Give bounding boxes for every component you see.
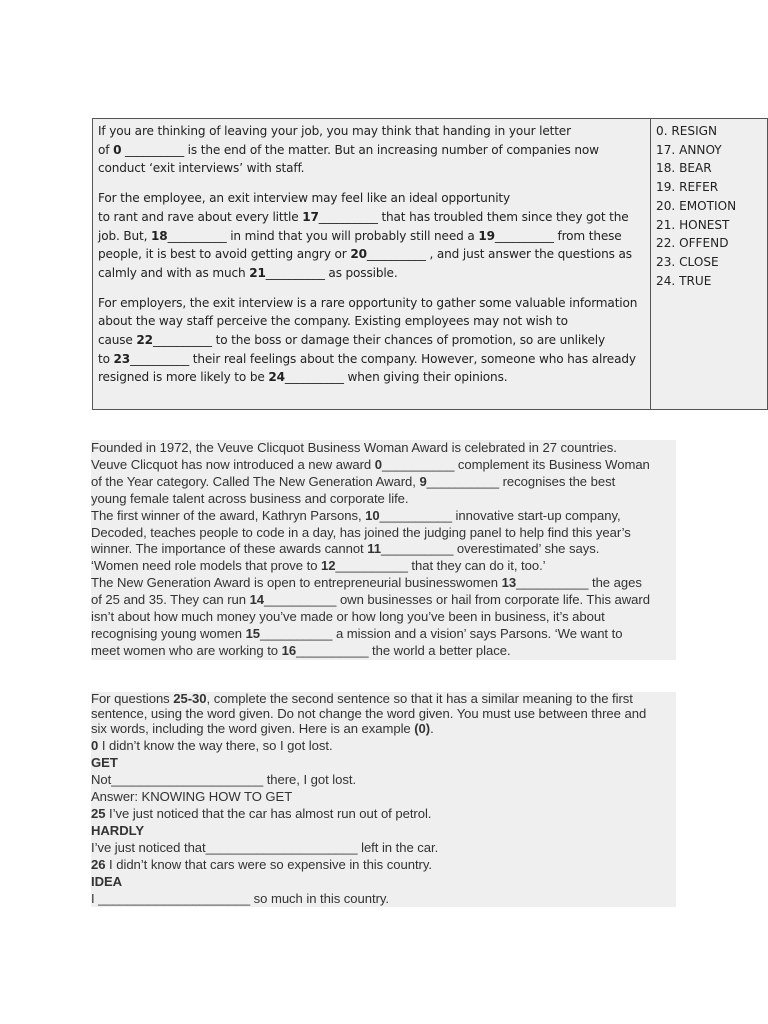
passage-paragraph xyxy=(98,294,645,388)
question-number: 13 xyxy=(501,575,517,591)
question-number: 11 xyxy=(367,541,381,557)
stem-word: 21. HONEST xyxy=(656,217,730,232)
text-run: cause xyxy=(98,333,137,348)
text-run: calmly and with as much xyxy=(98,265,250,280)
text-run: meet women who are working to xyxy=(91,642,282,658)
exercise-line xyxy=(91,874,676,891)
question-number: 17 xyxy=(302,209,319,224)
question-number: 18 xyxy=(151,228,168,243)
question-number: GET xyxy=(91,755,118,771)
question-number: IDEA xyxy=(91,873,123,889)
exercise-line xyxy=(91,840,676,857)
text-run: __________ innovative start-up company, xyxy=(379,507,621,523)
word-formation-table xyxy=(92,118,768,410)
passage-line xyxy=(91,643,676,660)
text-run: The first winner of the award, Kathryn Parsons, xyxy=(91,507,366,523)
question-number: 25 xyxy=(91,806,106,822)
question-number: 20 xyxy=(350,247,367,262)
text-run: to xyxy=(98,351,114,366)
exercise-line xyxy=(91,806,676,823)
text-run: young female talent across business and corporate life. xyxy=(91,490,409,506)
text-run: ‘Women need role models that prove to xyxy=(91,558,322,574)
question-number: 22 xyxy=(136,333,153,348)
passage-line xyxy=(91,525,676,542)
text-run: __________ own businesses or hail from corporate life. This award xyxy=(264,592,650,608)
text-run: __________ as possible. xyxy=(265,265,398,280)
passage-line xyxy=(91,474,676,491)
question-number: 14 xyxy=(249,592,265,608)
text-run: __________ complement its Business Woman xyxy=(382,456,650,472)
question-number: (0) xyxy=(414,720,431,736)
passage-line xyxy=(91,626,676,643)
key-word-transformation-section xyxy=(91,692,676,907)
text-run: about the way staff perceive the company. Existing employees may not wish to xyxy=(98,314,568,329)
exercise-line xyxy=(91,772,676,789)
stem-word: 20. EMOTION xyxy=(656,198,737,213)
text-run: six words, including the word given. Here is an example xyxy=(91,720,415,736)
word-formation-word-list xyxy=(651,119,767,409)
passage-line xyxy=(91,575,676,592)
question-number: HARDLY xyxy=(91,822,145,838)
passage-line xyxy=(91,609,676,626)
text-run: isn’t about how much money you’ve made or how long you’ve been in business, it’s about xyxy=(91,609,605,625)
text-run: __________ the ages xyxy=(516,575,642,591)
word-formation-text xyxy=(93,119,651,409)
text-run: For questions xyxy=(91,691,174,706)
text-run: __________ overestimated’ she says. xyxy=(380,541,600,557)
text-run: winner. The importance of these awards cannot xyxy=(91,541,368,557)
text-run: __________ is the end of the matter. But an increasing number of companies now xyxy=(121,142,599,157)
text-run: . xyxy=(430,720,434,736)
stem-word: 22. OFFEND xyxy=(656,236,729,251)
text-run: Answer: KNOWING HOW TO GET xyxy=(91,789,293,805)
text-run: Founded in 1972, the Veuve Clicquot Business Woman Award is celebrated in 27 countries. xyxy=(91,440,617,455)
text-run: I didn’t know that cars were so expensive in this country. xyxy=(105,856,432,872)
text-run: of xyxy=(98,142,114,157)
question-number: 21 xyxy=(249,265,266,280)
text-run: __________ when giving their opinions. xyxy=(284,370,508,385)
text-run: Not_____________________ there, I got lost. xyxy=(91,772,357,788)
question-number: 24 xyxy=(268,370,285,385)
exercise-line xyxy=(91,755,676,772)
text-run: , complete the second sentence so that it has a similar meaning to the first xyxy=(206,691,633,706)
text-run: __________ , and just answer the questions as xyxy=(366,247,632,262)
stem-word: 0. RESIGN xyxy=(656,124,718,138)
text-run: I didn’t know the way there, so I got lost. xyxy=(98,738,333,754)
text-run: For the employee, an exit interview may feel like an ideal opportunity xyxy=(98,191,511,206)
stem-word: 23. CLOSE xyxy=(656,254,719,269)
passage-paragraph xyxy=(98,189,645,283)
text-run: For employers, the exit interview is a rare opportunity to gather some valuable information xyxy=(98,295,638,310)
text-run: I’ve just noticed that the car has almost run out of petrol. xyxy=(105,806,432,822)
instructions xyxy=(91,692,676,736)
text-run: conduct ‘exit interviews’ with staff. xyxy=(98,161,305,176)
exercise-line xyxy=(91,857,676,874)
question-number: 15 xyxy=(245,625,261,641)
passage-line xyxy=(91,541,676,558)
passage-line xyxy=(91,491,676,508)
text-run: __________ recognises the best xyxy=(426,473,616,489)
stem-word: 18. BEAR xyxy=(656,161,712,176)
text-run: to rant and rave about every little xyxy=(98,209,303,224)
passage-line xyxy=(91,457,676,474)
open-cloze-passage xyxy=(91,440,676,660)
text-run: Veuve Clicquot has now introduced a new award xyxy=(91,456,375,472)
passage-line xyxy=(91,440,676,457)
text-run: If you are thinking of leaving your job, you may think that handing in your letter xyxy=(98,124,571,138)
passage-line xyxy=(91,508,676,525)
text-run: __________ to the boss or damage their chances of promotion, so are unlikely xyxy=(152,333,606,348)
text-run: I _____________________ so much in this country. xyxy=(91,890,390,906)
passage-paragraph xyxy=(98,122,645,178)
question-number: 23 xyxy=(113,351,131,366)
text-run: I’ve just noticed that_____________________ left in the car. xyxy=(91,839,439,855)
text-run: Decoded, teaches people to code in a day, has joined the judging panel to help find this year’s xyxy=(91,524,631,540)
text-run: recognising young women xyxy=(91,625,246,641)
text-run: __________ that they can do it, too.’ xyxy=(335,558,546,574)
text-run: job. But, xyxy=(98,228,152,243)
question-number: 12 xyxy=(321,558,336,574)
passage-line xyxy=(91,558,676,575)
exercise-line xyxy=(91,738,676,755)
question-number: 26 xyxy=(91,856,106,872)
text-run: resigned is more likely to be xyxy=(98,370,269,385)
stem-word: 19. REFER xyxy=(656,180,719,195)
exercise-line xyxy=(91,789,676,806)
text-run: __________ in mind that you will probably still need a xyxy=(167,228,479,243)
text-run: sentence, using the word given. Do not change the word given. You must use between three and xyxy=(91,705,647,721)
question-number: 19 xyxy=(478,228,495,243)
question-number: 10 xyxy=(365,507,380,523)
text-run: of the Year category. Called The New Generation Award, xyxy=(91,473,420,489)
text-run: people, it is best to avoid getting angry or xyxy=(98,247,351,262)
question-number: 16 xyxy=(281,642,297,658)
text-run: __________ their real feelings about the company. However, someone who has already xyxy=(130,351,636,366)
stem-word: 24. TRUE xyxy=(656,273,712,288)
question-number: 0 xyxy=(374,456,382,472)
question-number: 9 xyxy=(419,473,427,489)
text-run: __________ that has troubled them since they got the xyxy=(318,209,629,224)
text-run: __________ a mission and a vision’ says Parsons. ‘We want to xyxy=(260,625,623,641)
text-run: __________ from these xyxy=(494,228,622,243)
question-number: 0 xyxy=(91,738,99,754)
text-run: of 25 and 35. They can run xyxy=(91,592,250,608)
exercise-line xyxy=(91,891,676,908)
question-number: 25-30 xyxy=(173,691,207,706)
exercise-line xyxy=(91,823,676,840)
question-number: 0 xyxy=(113,142,122,157)
text-run: The New Generation Award is open to entrepreneurial businesswomen xyxy=(91,575,502,591)
stem-word: 17. ANNOY xyxy=(656,142,722,157)
passage-line xyxy=(91,592,676,609)
text-run: __________ the world a better place. xyxy=(296,642,511,658)
